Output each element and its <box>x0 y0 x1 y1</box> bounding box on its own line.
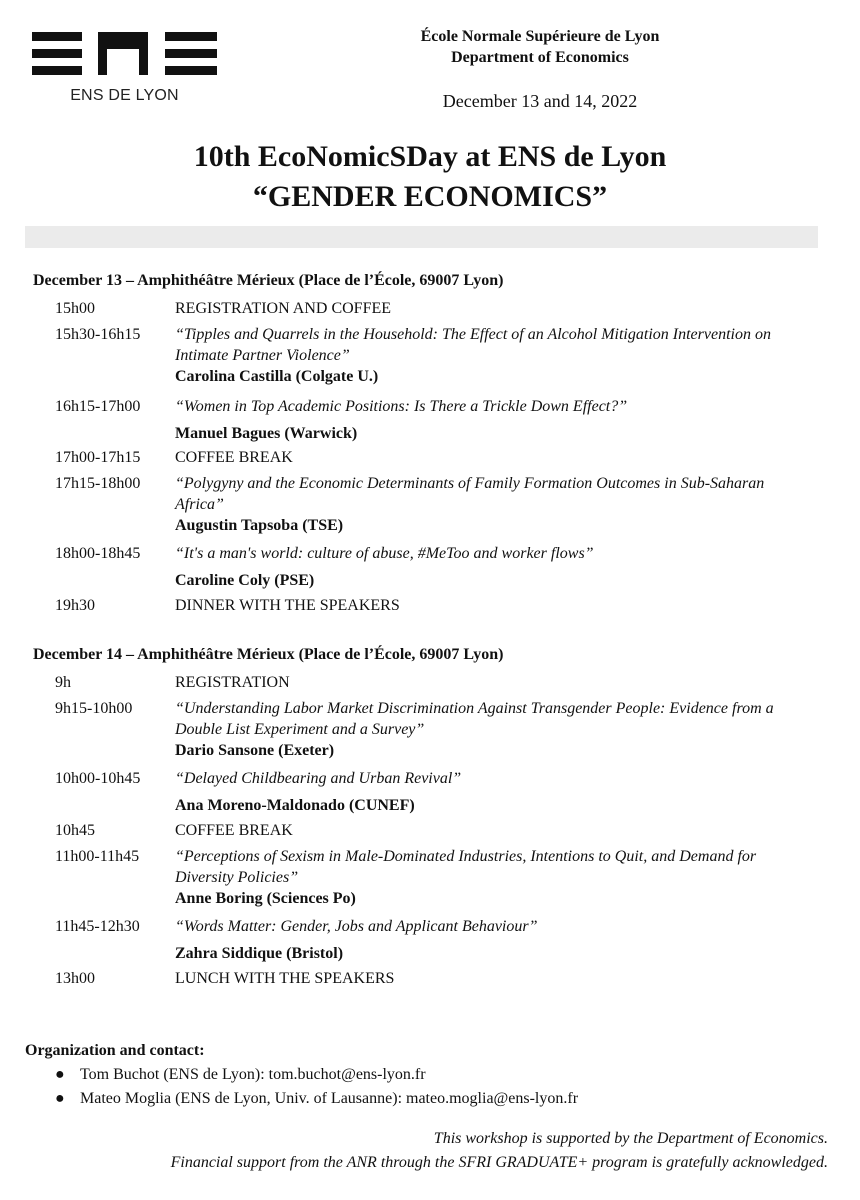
speaker-name: Zahra Siddique (Bristol) <box>175 945 344 962</box>
talk-title: “Polygyny and the Economic Determinants of Family Formation Outcomes in Sub-Saharan Africa” <box>175 475 765 513</box>
footer-support: This workshop is supported by the Department of Economics. <box>433 1130 828 1147</box>
speaker-name: Caroline Coly (PSE) <box>175 572 315 589</box>
contact-item <box>55 1090 578 1108</box>
schedule-time: 15h00 <box>55 300 95 317</box>
talk-title: “It's a man's world: culture of abuse, #MeToo and worker flows” <box>175 545 594 562</box>
schedule-time: 18h00-18h45 <box>55 545 141 562</box>
schedule-activity: REGISTRATION AND COFFEE <box>175 300 392 317</box>
institution-block <box>360 26 720 68</box>
institution-name: École Normale Supérieure de Lyon <box>420 28 660 45</box>
talk-title: “Tipples and Quarrels in the Household: The Effect of an Alcohol Mitigation Intervention on Intimate Partner Violence” <box>175 326 771 364</box>
speaker-name: Ana Moreno-Maldonado (CUNEF) <box>175 797 415 814</box>
schedule-activity: COFFEE BREAK <box>175 822 293 839</box>
contact-text: Tom Buchot (ENS de Lyon): tom.buchot@ens-lyon.fr <box>80 1066 426 1083</box>
talk-title: “Women in Top Academic Positions: Is There a Trickle Down Effect?” <box>175 398 628 415</box>
talk-title: “Perceptions of Sexism in Male-Dominated Industries, Intentions to Quit, and Demand for Diversity Policies” <box>175 848 757 886</box>
department-name: Department of Economics <box>451 49 629 66</box>
schedule-time: 16h15-17h00 <box>55 398 141 415</box>
schedule-activity: DINNER WITH THE SPEAKERS <box>175 597 400 614</box>
schedule-time: 10h45 <box>55 822 95 839</box>
schedule-time: 13h00 <box>55 970 95 987</box>
schedule-activity: COFFEE BREAK <box>175 449 293 466</box>
event-dates: December 13 and 14, 2022 <box>442 91 638 111</box>
logo-text: ENS DE LYON <box>70 87 179 104</box>
talk-title: “Delayed Childbearing and Urban Revival” <box>175 770 462 787</box>
event-title: 10th EcoNomicSDay at ENS de Lyon <box>193 140 667 173</box>
schedule-time: 17h15-18h00 <box>55 475 141 492</box>
talk-title: “Understanding Labor Market Discrimination Against Transgender People: Evidence from a Double List Experiment and a Survey” <box>175 700 774 738</box>
ens-logo-icon <box>32 32 217 76</box>
speaker-name: Augustin Tapsoba (TSE) <box>175 517 344 534</box>
title-divider <box>25 226 818 248</box>
speaker-name: Anne Boring (Sciences Po) <box>175 890 356 907</box>
organization-heading: Organization and contact: <box>25 1042 205 1059</box>
talk-title: “Words Matter: Gender, Jobs and Applicant Behaviour” <box>175 918 538 935</box>
schedule-time: 11h00-11h45 <box>55 848 140 865</box>
schedule-activity: REGISTRATION <box>175 674 290 691</box>
day-heading: December 13 – Amphithéâtre Mérieux (Place de l’École, 69007 Lyon) <box>33 272 504 289</box>
schedule-time: 9h15-10h00 <box>55 700 133 717</box>
event-theme: “GENDER ECONOMICS” <box>252 180 608 213</box>
schedule-time: 10h00-10h45 <box>55 770 141 787</box>
footer-funding: Financial support from the ANR through the SFRI GRADUATE+ program is gratefully acknowledged. <box>170 1154 828 1171</box>
speaker-name: Dario Sansone (Exeter) <box>175 742 335 759</box>
schedule-activity: LUNCH WITH THE SPEAKERS <box>175 970 395 987</box>
day-heading: December 14 – Amphithéâtre Mérieux (Place de l’École, 69007 Lyon) <box>33 646 504 663</box>
bullet-icon: ● <box>55 1090 65 1107</box>
schedule-time: 15h30-16h15 <box>55 326 141 343</box>
schedule-time: 19h30 <box>55 597 95 614</box>
schedule-time: 11h45-12h30 <box>55 918 140 935</box>
speaker-name: Carolina Castilla (Colgate U.) <box>175 368 379 385</box>
schedule-time: 9h <box>55 674 71 691</box>
bullet-icon: ● <box>55 1066 65 1083</box>
speaker-name: Manuel Bagues (Warwick) <box>175 425 358 442</box>
schedule-time: 17h00-17h15 <box>55 449 141 466</box>
contact-item <box>55 1066 426 1084</box>
ens-logo <box>32 32 217 105</box>
contact-text: Mateo Moglia (ENS de Lyon, Univ. of Lausanne): mateo.moglia@ens-lyon.fr <box>80 1090 579 1107</box>
